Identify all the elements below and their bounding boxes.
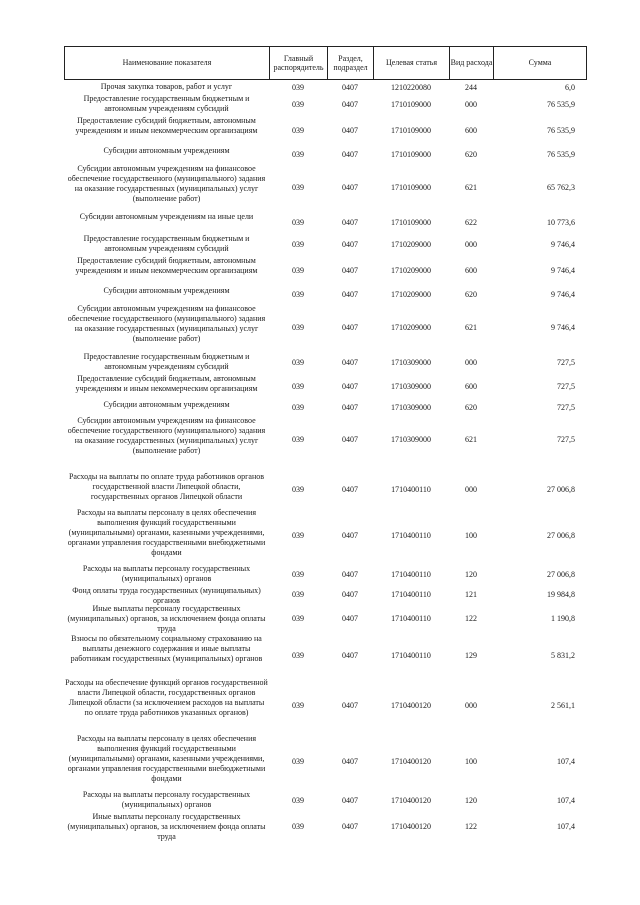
row-name: Предоставление государственным бюджетным и автономным учреждениям субсидий [83,234,250,253]
table-row [64,82,587,94]
table-row [64,234,587,256]
row-vid: 122 [465,614,477,623]
row-celevaya: 1710309000 [391,382,431,391]
row-razdel: 0407 [342,485,358,494]
row-razdel: 0407 [342,382,358,391]
row-name: Расходы на выплаты персоналу государственных (муниципальных) органов [82,790,251,809]
row-name: Предоставление субсидий бюджетным, автономным учреждениям и иным некоммерческим организациям [75,116,258,135]
row-vid: 000 [465,485,477,494]
table-row [64,586,587,604]
row-name: Субсидии автономным учреждениям на иные цели [79,212,254,221]
row-summa: 10 773,6 [547,218,575,227]
row-name: Взносы по обязательному социальному страхованию на выплаты денежного содержания и иные выплаты работникам государственных (муниципальных) органов [70,634,263,663]
table-row [64,212,587,234]
row-glav: 039 [292,290,304,299]
row-celevaya: 1710109000 [391,150,431,159]
table-row [64,400,587,416]
row-vid: 129 [465,651,477,660]
row-celevaya: 1710209000 [391,323,431,332]
row-glav: 039 [292,531,304,540]
row-razdel: 0407 [342,403,358,412]
row-summa: 65 762,3 [547,183,575,192]
row-vid: 600 [465,382,477,391]
row-vid: 100 [465,531,477,540]
row-name: Расходы на выплаты персоналу государственных (муниципальных) органов [82,564,251,583]
row-glav: 039 [292,100,304,109]
row-glav: 039 [292,323,304,332]
table-row [64,304,587,352]
row-summa: 727,5 [557,435,575,444]
row-glav: 039 [292,240,304,249]
header-name: Наименование показателя [65,47,270,79]
row-summa: 107,4 [557,757,575,766]
row-name: Иные выплаты персоналу государственных (муниципальных) органов, за исключением фонда оплаты труда [67,812,266,841]
row-celevaya: 1710109000 [391,183,431,192]
row-celevaya: 1710400110 [391,590,431,599]
row-razdel: 0407 [342,218,358,227]
row-summa: 107,4 [557,822,575,831]
row-summa: 27 006,8 [547,570,575,579]
row-vid: 000 [465,100,477,109]
row-celevaya: 1710209000 [391,240,431,249]
row-celevaya: 1710400110 [391,485,431,494]
row-name: Фонд оплаты труда государственных (муниципальных) органов [72,586,261,605]
table-row [64,256,587,286]
row-summa: 9 746,4 [551,240,575,249]
row-summa: 76 535,9 [547,150,575,159]
header-summa: Сумма [528,58,552,68]
row-celevaya: 1710109000 [391,126,431,135]
table-header [64,46,587,80]
row-summa: 107,4 [557,796,575,805]
row-glav: 039 [292,126,304,135]
row-razdel: 0407 [342,796,358,805]
row-glav: 039 [292,570,304,579]
row-summa: 9 746,4 [551,266,575,275]
row-vid: 000 [465,240,477,249]
row-vid: 620 [465,150,477,159]
row-glav: 039 [292,485,304,494]
row-razdel: 0407 [342,100,358,109]
row-razdel: 0407 [342,183,358,192]
row-celevaya: 1710400110 [391,531,431,540]
row-glav: 039 [292,218,304,227]
row-celevaya: 1710400110 [391,570,431,579]
row-razdel: 0407 [342,358,358,367]
row-name: Предоставление государственным бюджетным и автономным учреждениям субсидий [83,94,250,113]
row-glav: 039 [292,651,304,660]
header-vid: Вид расхода [450,47,494,79]
row-summa: 9 746,4 [551,290,575,299]
row-summa: 1 190,8 [551,614,575,623]
row-razdel: 0407 [342,435,358,444]
table-row [64,508,587,564]
row-glav: 039 [292,358,304,367]
table-row [64,116,587,146]
row-name: Расходы на выплаты по оплате труда работников органов государственной власти Липецкой области, государственных органов Липецкой области [68,472,265,501]
row-name: Субсидии автономным учреждениям на финансовое обеспечение государственного (муниципального) задания на оказание государственных (муниципальных) услуг (выполнение работ) [67,164,266,203]
header-glav: Главный распорядитель [270,47,328,79]
row-razdel: 0407 [342,651,358,660]
row-razdel: 0407 [342,266,358,275]
row-glav: 039 [292,183,304,192]
row-vid: 120 [465,796,477,805]
row-name: Субсидии автономным учреждениям [103,400,230,409]
row-vid: 121 [465,590,477,599]
row-celevaya: 1710400120 [391,796,431,805]
row-glav: 039 [292,614,304,623]
table-row [64,678,587,734]
row-glav: 039 [292,150,304,159]
row-celevaya: 1710400120 [391,757,431,766]
table-row [64,564,587,586]
row-celevaya: 1710400110 [391,651,431,660]
row-summa: 727,5 [557,358,575,367]
row-summa: 2 561,1 [551,701,575,710]
row-glav: 039 [292,403,304,412]
row-razdel: 0407 [342,614,358,623]
row-razdel: 0407 [342,240,358,249]
row-celevaya: 1710209000 [391,266,431,275]
row-vid: 622 [465,218,477,227]
row-razdel: 0407 [342,570,358,579]
table-row [64,94,587,116]
row-vid: 621 [465,323,477,332]
row-glav: 039 [292,435,304,444]
row-glav: 039 [292,796,304,805]
row-vid: 621 [465,435,477,444]
table-row [64,634,587,678]
row-celevaya: 1710109000 [391,218,431,227]
row-summa: 76 535,9 [547,100,575,109]
row-name: Предоставление государственным бюджетным и автономным учреждениям субсидий [83,352,250,371]
table-row [64,604,587,634]
table-row [64,146,587,164]
row-name: Субсидии автономным учреждениям на финансовое обеспечение государственного (муниципального) задания на оказание государственных (муниципальных) услуг (выполнение работ) [67,304,266,343]
row-celevaya: 1710209000 [391,290,431,299]
table-row [64,352,587,374]
row-summa: 76 535,9 [547,126,575,135]
table-row [64,416,587,464]
row-razdel: 0407 [342,83,358,92]
row-summa: 9 746,4 [551,323,575,332]
row-glav: 039 [292,757,304,766]
row-celevaya: 1710400120 [391,701,431,710]
row-razdel: 0407 [342,290,358,299]
table-row [64,734,587,790]
row-name: Расходы на обеспечение функций органов государственной власти Липецкой области, государственных органов Липецкой области (за исключением расходов на выплаты по оплате труда работников указанных органов) [65,678,268,717]
row-vid: 244 [465,83,477,92]
row-vid: 100 [465,757,477,766]
row-summa: 5 831,2 [551,651,575,660]
row-name: Предоставление субсидий бюджетным, автономным учреждениям и иным некоммерческим организациям [75,374,258,393]
row-celevaya: 1710400120 [391,822,431,831]
row-name: Субсидии автономным учреждениям на финансовое обеспечение государственного (муниципального) задания на оказание государственных (муниципальных) услуг (выполнение работ) [67,416,266,455]
table-row [64,812,587,842]
row-vid: 620 [465,403,477,412]
table-row [64,472,587,508]
row-celevaya: 1210220080 [391,83,431,92]
row-vid: 122 [465,822,477,831]
row-celevaya: 1710109000 [391,100,431,109]
row-vid: 600 [465,126,477,135]
row-summa: 727,5 [557,403,575,412]
row-vid: 621 [465,183,477,192]
table-row [64,790,587,812]
row-name: Субсидии автономным учреждениям [103,286,230,295]
row-vid: 120 [465,570,477,579]
row-summa: 19 984,8 [547,590,575,599]
row-celevaya: 1710400110 [391,614,431,623]
row-summa: 6,0 [565,83,575,92]
row-razdel: 0407 [342,701,358,710]
row-razdel: 0407 [342,323,358,332]
table-row [64,374,587,400]
row-glav: 039 [292,701,304,710]
row-vid: 000 [465,358,477,367]
row-razdel: 0407 [342,590,358,599]
row-name: Расходы на выплаты персоналу в целях обеспечения выполнения функций государственными (муниципальными) органами, казенными учреждениями, органами управления государственными внебюджетными фондами [67,508,266,557]
row-glav: 039 [292,590,304,599]
row-razdel: 0407 [342,822,358,831]
row-razdel: 0407 [342,757,358,766]
row-summa: 727,5 [557,382,575,391]
header-celevaya: Целевая статья [374,47,450,79]
row-vid: 600 [465,266,477,275]
table-row [64,164,587,212]
row-vid: 000 [465,701,477,710]
row-name: Субсидии автономным учреждениям [103,146,230,155]
row-name: Предоставление субсидий бюджетным, автономным учреждениям и иным некоммерческим организациям [75,256,258,275]
row-glav: 039 [292,83,304,92]
row-name: Расходы на выплаты персоналу в целях обеспечения выполнения функций государственными (муниципальными) органами, казенными учреждениями, органами управления государственными внебюджетными фондами [67,734,266,783]
row-razdel: 0407 [342,531,358,540]
row-vid: 620 [465,290,477,299]
row-celevaya: 1710309000 [391,435,431,444]
row-celevaya: 1710309000 [391,403,431,412]
row-glav: 039 [292,266,304,275]
row-razdel: 0407 [342,150,358,159]
row-name: Иные выплаты персоналу государственных (муниципальных) органов, за исключением фонда оплаты труда [67,604,266,633]
header-razdel: Раздел, подраздел [328,47,374,79]
table-row [64,286,587,304]
row-glav: 039 [292,822,304,831]
row-summa: 27 006,8 [547,485,575,494]
row-name: Прочая закупка товаров, работ и услуг [100,82,233,91]
row-summa: 27 006,8 [547,531,575,540]
row-razdel: 0407 [342,126,358,135]
row-celevaya: 1710309000 [391,358,431,367]
row-glav: 039 [292,382,304,391]
